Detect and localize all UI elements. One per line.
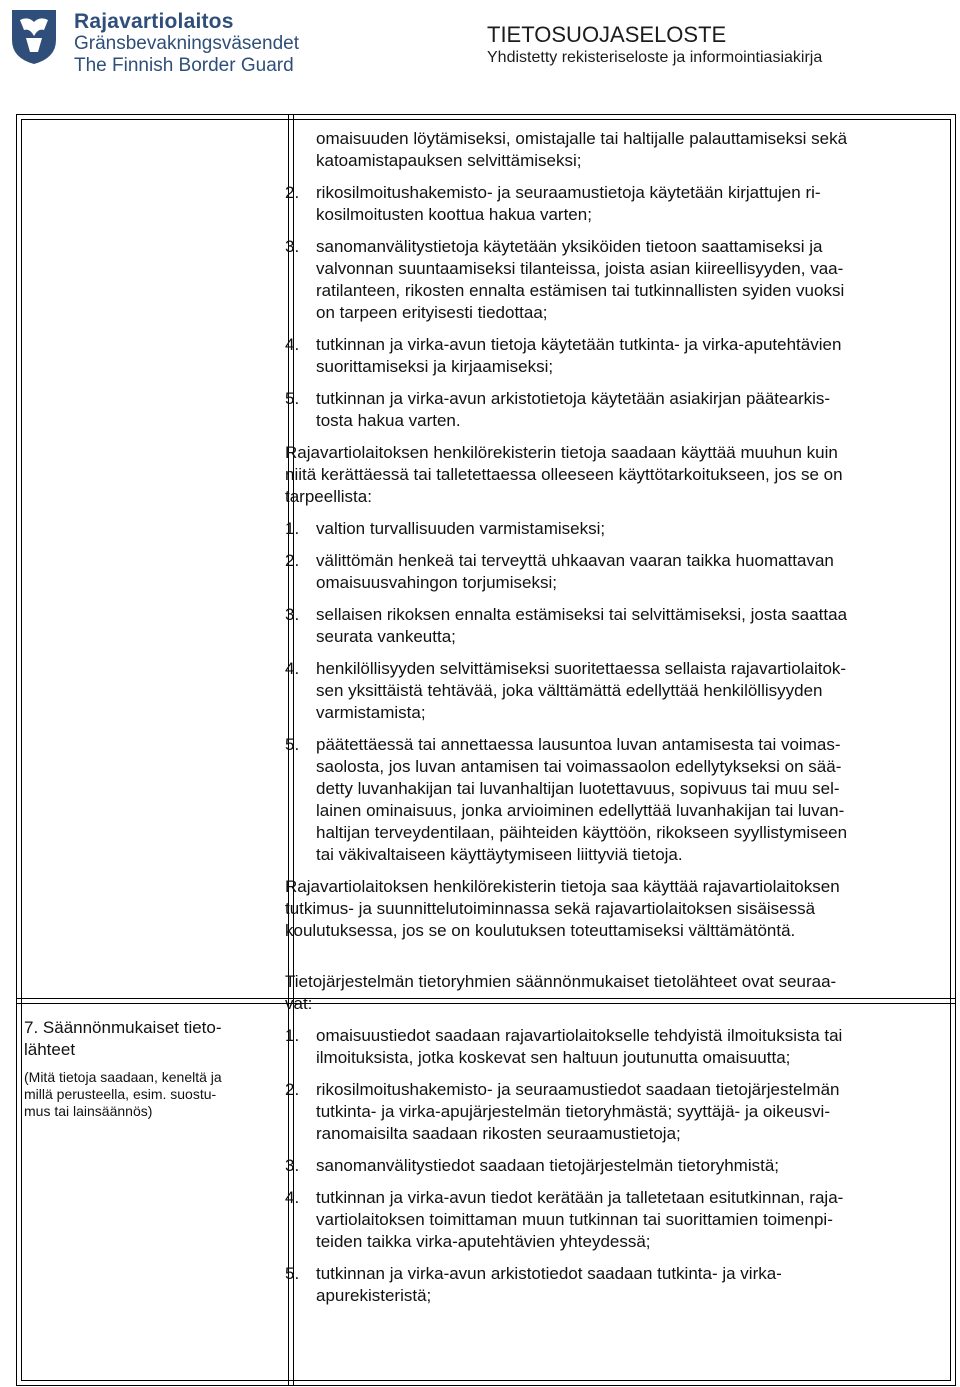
text-line: Tietojärjestelmän tietoryhmien säännönmukaiset tietolähteet ovat seuraa- — [285, 972, 837, 991]
text-line: koulutuksessa, jos se on koulutuksen toteuttamiseksi välttämätöntä. — [285, 921, 796, 940]
text-line: tutkinnan ja virka-avun tietoja käytetään tutkinta- ja virka-aputehtävien — [316, 335, 842, 354]
text-line: teiden taikka virka-aputehtävien yhteydessä; — [316, 1232, 651, 1251]
source-list — [285, 1025, 951, 1307]
border-guard-emblem-icon — [8, 6, 60, 66]
section7-label — [24, 1017, 264, 1120]
text-line: omaisuuden löytämiseksi, omistajalle tai haltijalle palauttamiseksi sekä — [316, 129, 848, 148]
section7-title — [24, 1017, 264, 1061]
text-line: suorittamiseksi ja kirjaamiseksi; — [316, 357, 554, 376]
text-line: millä perusteella, esim. suostu- — [24, 1086, 217, 1102]
list-number: 5. — [285, 389, 300, 408]
list-number: 4. — [285, 1188, 300, 1207]
list-number: 3. — [285, 1156, 300, 1175]
list-item — [285, 128, 951, 172]
list-number: 4. — [285, 335, 300, 354]
list-item — [285, 1187, 951, 1253]
list-number: 1. — [285, 519, 300, 538]
text-line: lähteet — [24, 1040, 76, 1059]
text-line: katoamistapauksen selvittämiseksi; — [316, 151, 582, 170]
text-line: Rajavartiolaitoksen henkilörekisterin tietoja saa käyttää rajavartiolaitoksen — [285, 877, 840, 896]
text-line: sellaisen rikoksen ennalta estämiseksi tai selvittämiseksi, josta saattaa — [316, 605, 848, 624]
main-content — [285, 128, 951, 1307]
text-line: lainen ominaisuus, jonka arvioiminen edellyttää luvanhakijan tai luvan- — [316, 801, 845, 820]
list-number: 2. — [285, 183, 300, 202]
text-line: henkilöllisyyden selvittämiseksi suoritettaessa sellaista rajavartiolaitok- — [316, 659, 847, 678]
text-line: apurekisteristä; — [316, 1286, 432, 1305]
list-number: 5. — [285, 1264, 300, 1283]
list-item — [285, 182, 951, 226]
text-line: ratilanteen, rikosten ennalta estämisen tai tutkinnallisten syiden vuoksi — [316, 281, 845, 300]
text-line: valvonnan suuntaamiseksi tilanteissa, joista asian kiireellisyyden, vaa- — [316, 259, 844, 278]
org-name-swedish: Gränsbevakningsväsendet — [74, 33, 299, 54]
list-item — [285, 1263, 951, 1307]
text-line: sanomanvälitystiedot saadaan tietojärjestelmän tietoryhmistä; — [316, 1156, 780, 1175]
text-line: tarpeellista: — [285, 487, 372, 506]
text-line: omaisuustiedot saadaan rajavartiolaitokselle tehdyistä ilmoituksista tai — [316, 1026, 843, 1045]
list-number: 5. — [285, 735, 300, 754]
text-line: sen yksittäistä tehtävää, joka välttämättä edellyttää henkilöllisyyden — [316, 681, 823, 700]
list-number: 3. — [285, 237, 300, 256]
text-line: valtion turvallisuuden varmistamiseksi; — [316, 519, 606, 538]
paragraph — [285, 876, 951, 942]
text-line: tosta hakua varten. — [316, 411, 461, 430]
text-line: päätettäessä tai annettaessa lausuntoa luvan antamisesta tai voimas- — [316, 735, 841, 754]
list-item — [285, 236, 951, 324]
text-line: tutkimus- ja suunnittelutoiminnassa sekä rajavartiolaitoksen sisäisessä — [285, 899, 816, 918]
text-line: saolosta, jos luvan antamisen tai voimassaolon edellytykseksi on sää- — [316, 757, 842, 776]
list-number: 4. — [285, 659, 300, 678]
text-line: varmistamista; — [316, 703, 426, 722]
text-line: tutkinta- ja virka-apujärjestelmän tietoryhmästä; syyttäjä- ja oikeusvi- — [316, 1102, 830, 1121]
org-name: Rajavartiolaitos — [74, 10, 234, 33]
text-line: on tarpeen erityisesti tiedottaa; — [316, 303, 548, 322]
list-item — [285, 734, 951, 866]
text-line: vartiolaitoksen toimittaman muun tutkinnan tai suorittamien toimenpi- — [316, 1210, 833, 1229]
text-line: välittömän henkeä tai terveyttä uhkaavan vaaran taikka huomattavan — [316, 551, 834, 570]
list-item — [285, 334, 951, 378]
text-line: rikosilmoitushakemisto- ja seuraamustietoja käytetään kirjattujen ri- — [316, 183, 821, 202]
text-line: 7. Säännönmukaiset tieto- — [24, 1018, 222, 1037]
list-item — [285, 518, 951, 540]
text-line: tutkinnan ja virka-avun arkistotietoja käytetään asiakirjan päätearkis- — [316, 389, 831, 408]
text-line: haltijan terveydentilaan, päihteiden käyttöön, rikokseen syyllistymiseen — [316, 823, 848, 842]
page-header — [0, 0, 960, 90]
exception-list — [285, 518, 951, 866]
text-line: tutkinnan ja virka-avun arkistotiedot saadaan tutkinta- ja virka- — [316, 1264, 782, 1283]
text-line: tai väkivaltaiseen käyttäytymiseen liittyviä tietoja. — [316, 845, 683, 864]
list-item — [285, 550, 951, 594]
organization-name-block — [74, 10, 299, 77]
list-number: 2. — [285, 1080, 300, 1099]
section7-note — [24, 1069, 264, 1120]
text-line: rikosilmoitushakemisto- ja seuraamustiedot saadaan tietojärjestelmän — [316, 1080, 840, 1099]
list-item — [285, 1155, 951, 1177]
list-item — [285, 658, 951, 724]
text-line: Rajavartiolaitoksen henkilörekisterin tietoja saadaan käyttää muuhun kuin — [285, 443, 838, 462]
text-line: detty luvanhakijan tai luvanhaltijan luotettavuus, sopivuus tai muu sel- — [316, 779, 840, 798]
text-line: seurata vankeutta; — [316, 627, 456, 646]
text-line: vat: — [285, 994, 313, 1013]
list-number: 2. — [285, 551, 300, 570]
usage-list — [285, 128, 951, 432]
section7-intro — [285, 971, 951, 1015]
text-line: omaisuusvahingon torjumiseksi; — [316, 573, 557, 592]
list-item — [285, 388, 951, 432]
list-number: 1. — [285, 1026, 300, 1045]
text-line: niitä kerättäessä tai talletettaessa olleeseen käyttötarkoitukseen, jos se on — [285, 465, 843, 484]
org-name-english: The Finnish Border Guard — [74, 55, 294, 76]
list-number: 3. — [285, 605, 300, 624]
document-subtitle: Yhdistetty rekisteriseloste ja informointiasiakirja — [487, 49, 823, 66]
text-line: sanomanvälitystietoja käytetään yksiköiden tietoon saattamiseksi ja — [316, 237, 823, 256]
text-line: kosilmoitusten koottua hakua varten; — [316, 205, 592, 224]
list-item — [285, 1079, 951, 1145]
text-line: (Mitä tietoja saadaan, keneltä ja — [24, 1069, 222, 1085]
text-line: ilmoituksista, jotka koskevat sen haltuun joutunutta omaisuutta; — [316, 1048, 791, 1067]
paragraph — [285, 442, 951, 508]
text-line: ranomaisilta saadaan rikosten seuraamustietoja; — [316, 1124, 681, 1143]
document-title: TIETOSUOJASELOSTE — [487, 22, 727, 47]
text-line: mus tai lainsäännös) — [24, 1103, 153, 1119]
list-item — [285, 1025, 951, 1069]
text-line: tutkinnan ja virka-avun tiedot kerätään ja talletetaan esitutkinnan, raja- — [316, 1188, 844, 1207]
list-item — [285, 604, 951, 648]
